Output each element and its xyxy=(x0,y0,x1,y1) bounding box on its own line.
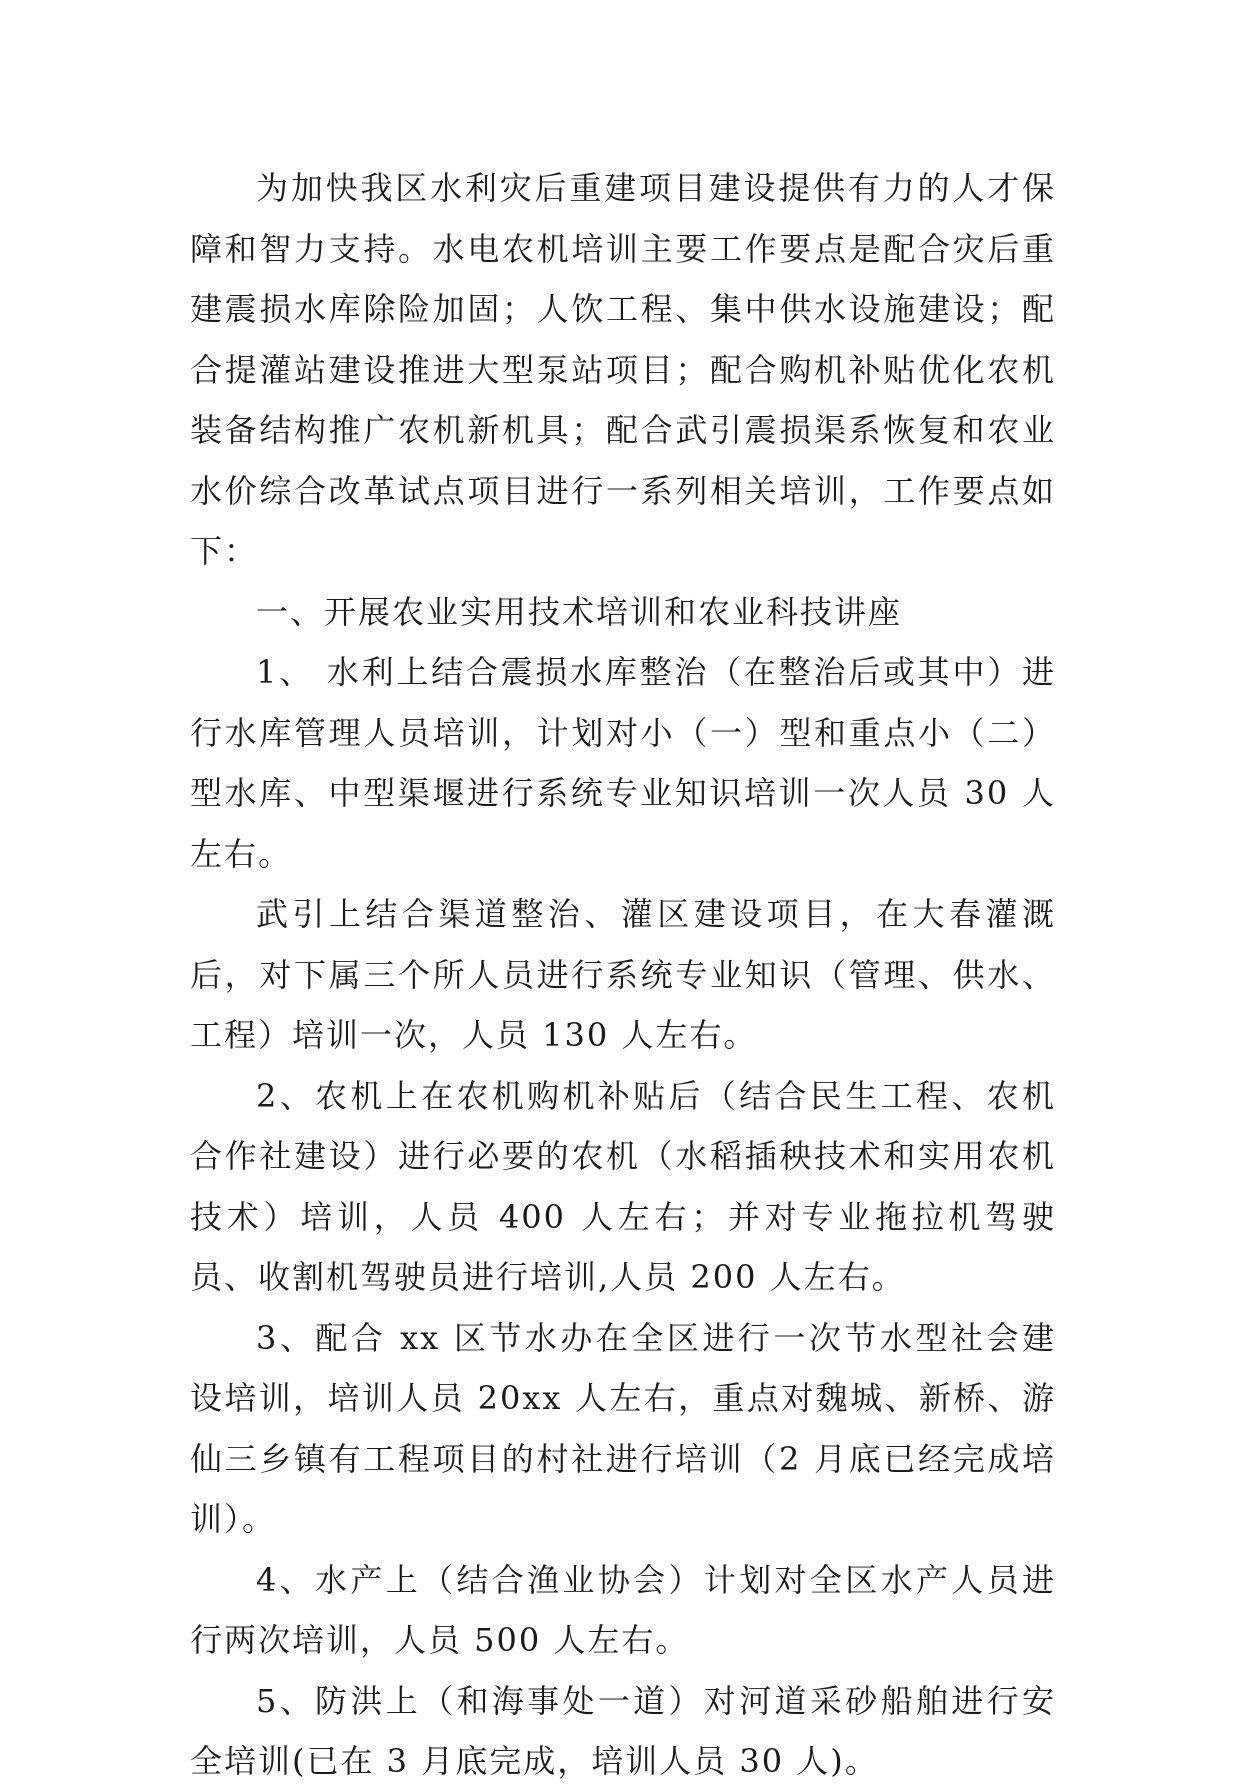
wuyin-paragraph: 武引上结合渠道整治、灌区建设项目，在大春灌溉后，对下属三个所人员进行系统专业知识（管理、供水、工程）培训一次，人员 130 人左右。 xyxy=(190,895,1056,1054)
intro-paragraph: 为加快我区水利灾后重建项目建设提供有力的人才保障和智力支持。水电农机培训主要工作要点是配合灾后重建震损水库除险加固；人饮工程、集中供水设施建设；配合提灌站建设推进大型泵站项目；配合购机补贴优化农机装备结构推广农机新机具；配合武引震损渠系恢复和农业水价综合改革试点项目进行一系列相关培训，工作要点如下： xyxy=(190,169,1056,570)
section-heading: 一、开展农业实用技术培训和农业科技讲座 xyxy=(256,592,903,631)
item-5-paragraph: 5、防洪上（和海事处一道）对河道采砂船舶进行安全培训(已在 3 月底完成，培训人员 30 人)。 xyxy=(190,1681,1056,1780)
document-body xyxy=(190,158,1056,1792)
item-3-paragraph: 3、配合 xx 区节水办在全区进行一次节水型社会建设培训，培训人员 20xx 人左右，重点对魏城、新桥、游仙三乡镇有工程项目的村社进行培训（2 月底已经完成培训）。 xyxy=(190,1318,1056,1538)
item-4-paragraph: 4、水产上（结合渔业协会）计划对全区水产人员进行两次培训，人员 500 人左右。 xyxy=(190,1560,1056,1659)
item-1-paragraph: 1、 水利上结合震损水库整治（在整治后或其中）进行水库管理人员培训，计划对小（一）型和重点小（二）型水库、中型渠堰进行系统专业知识培训一次人员 30 人左右。 xyxy=(190,653,1056,873)
item-2-paragraph: 2、农机上在农机购机补贴后（结合民生工程、农机合作社建设）进行必要的农机（水稻插秧技术和实用农机技术）培训，人员 400 人左右；并对专业拖拉机驾驶员、收割机驾驶员进行培训,人员 200 人左右。 xyxy=(190,1076,1056,1296)
